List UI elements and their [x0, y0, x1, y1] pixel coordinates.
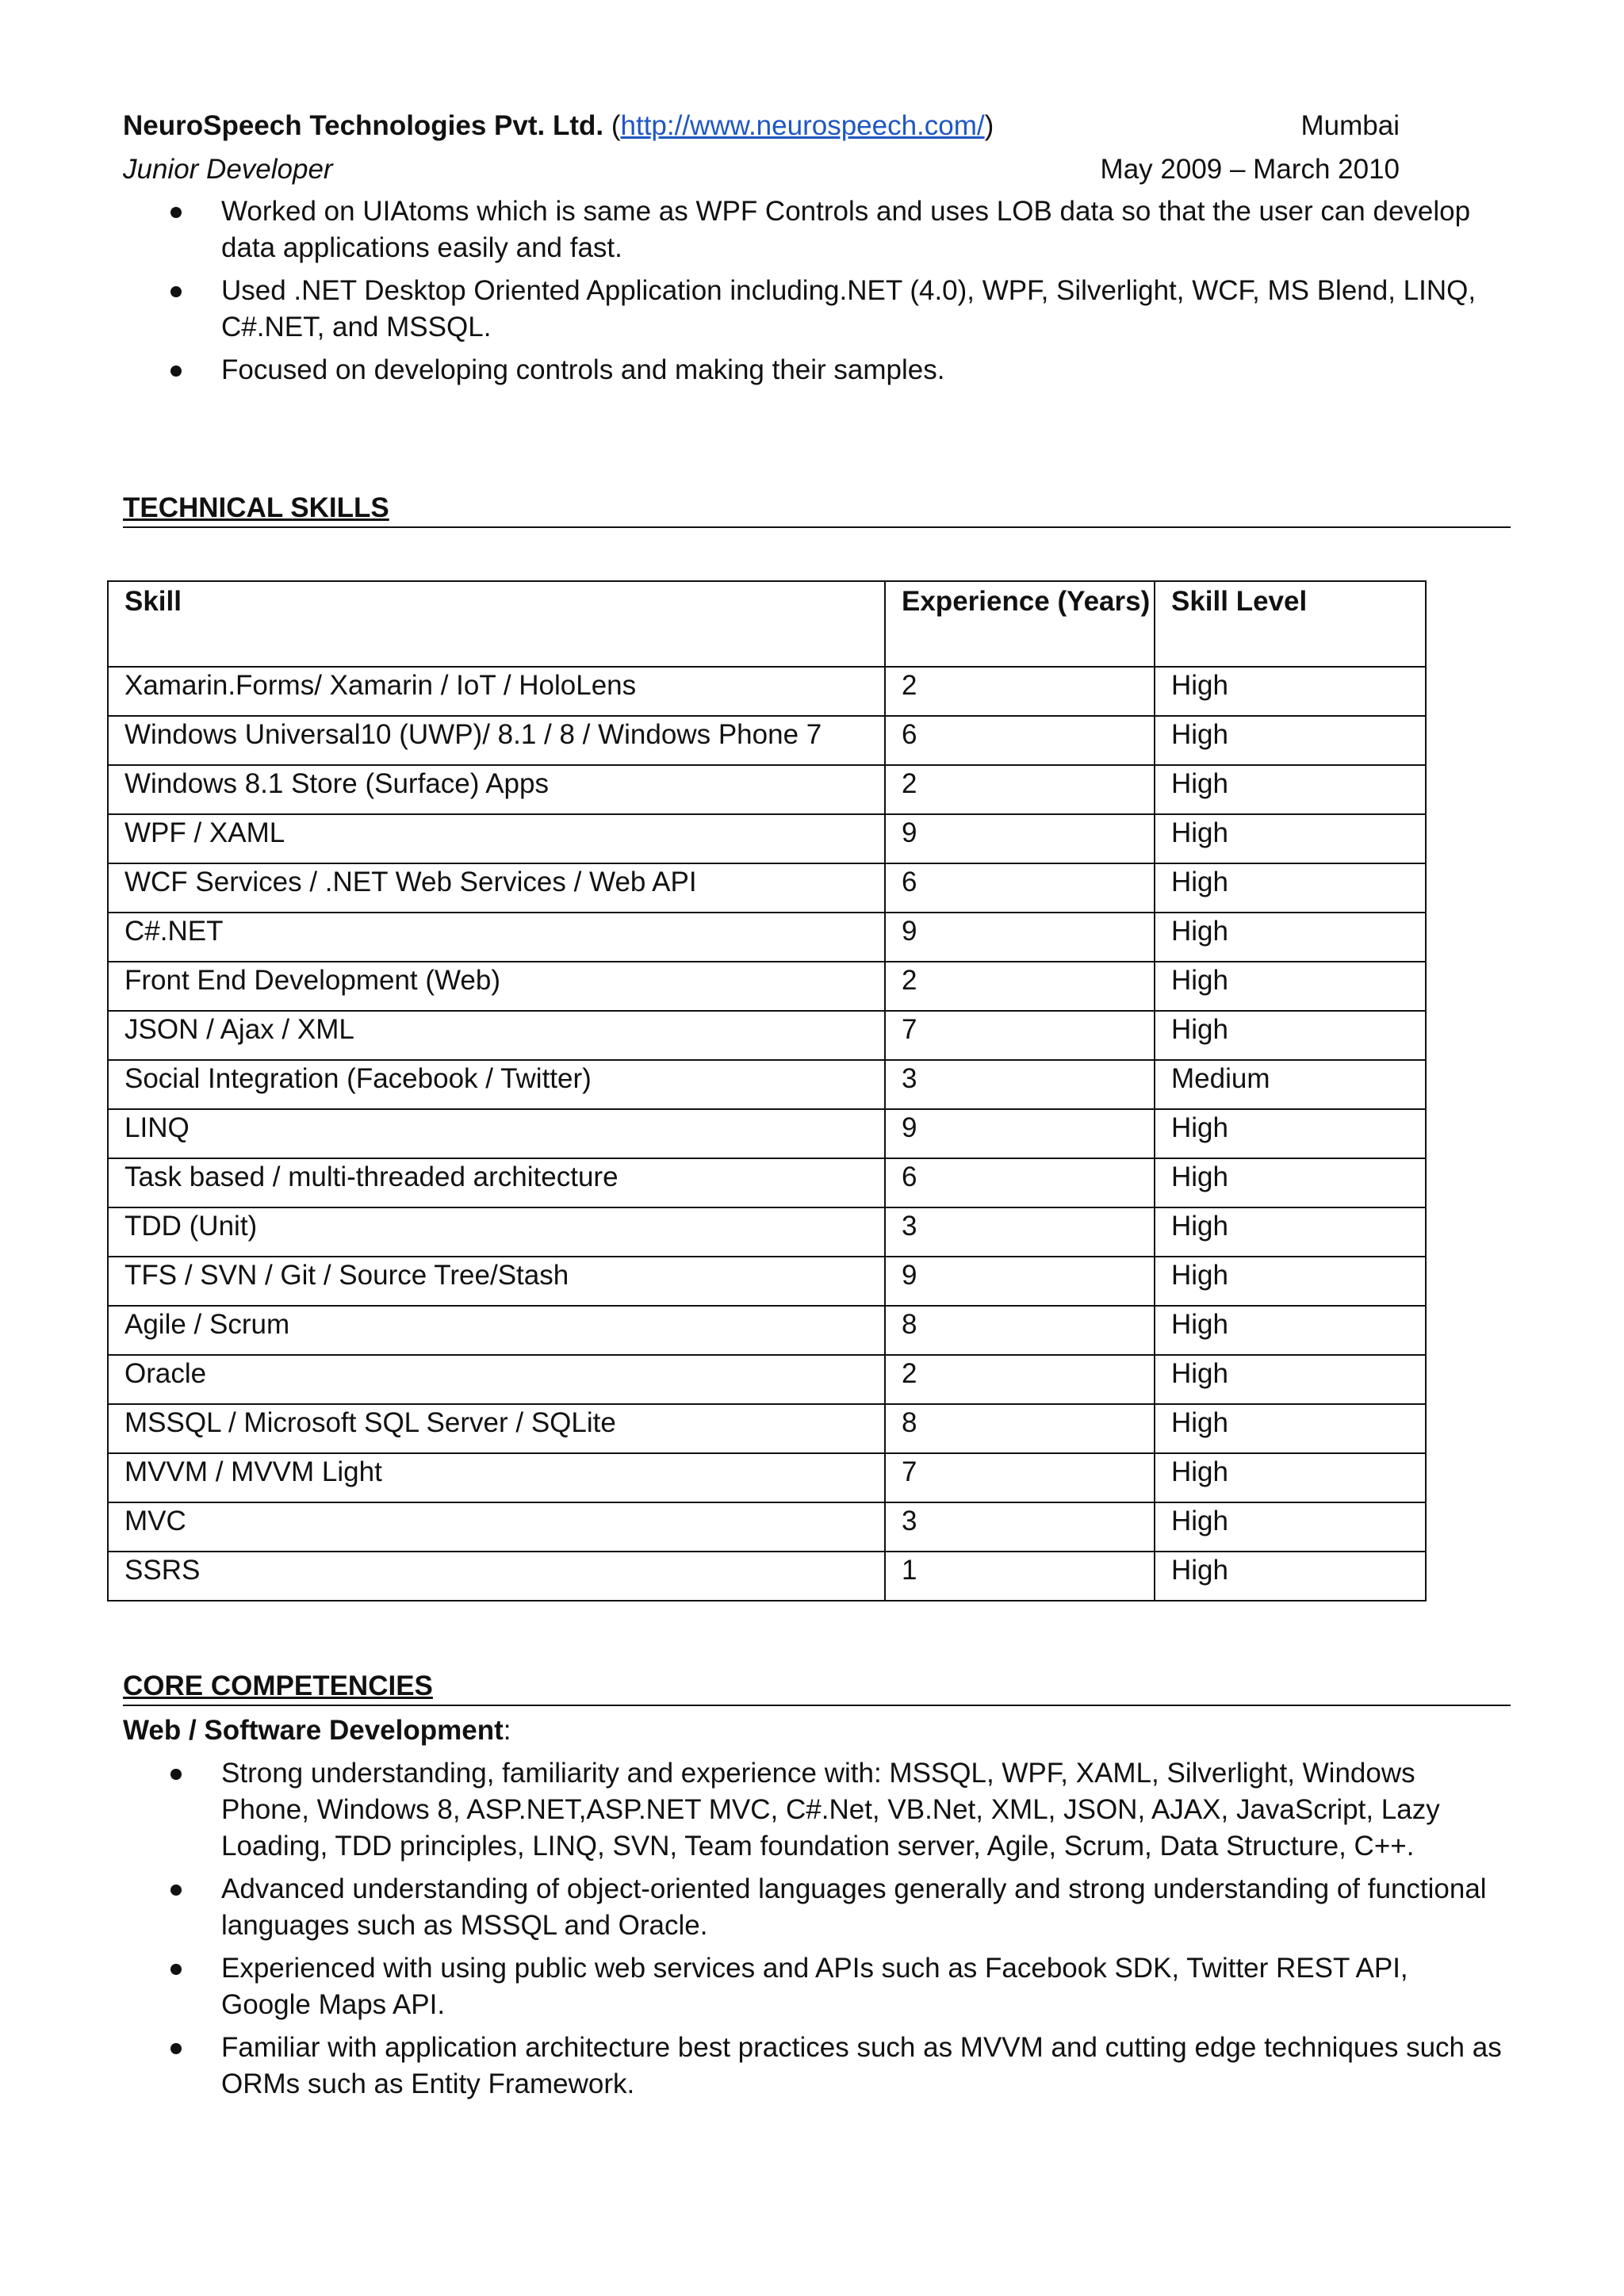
table-row [108, 1552, 1426, 1601]
table-header-row [108, 581, 1426, 667]
bullet-icon [170, 286, 182, 297]
table-row [108, 1453, 1426, 1502]
skill-cell: C#.NET [108, 913, 885, 962]
link-close-paren: ) [984, 110, 994, 141]
skill-cell: WCF Services / .NET Web Services / Web API [108, 863, 885, 913]
competency-subheading: Web / Software Development: [123, 1715, 511, 1746]
skill-cell: Xamarin.Forms/ Xamarin / IoT / HoloLens [108, 667, 885, 716]
experience-cell: 2 [885, 1355, 1155, 1404]
table-row [108, 1109, 1426, 1158]
skill-cell: MVVM / MVVM Light [108, 1453, 885, 1502]
bullet-icon [170, 1885, 182, 1896]
bullet-icon [170, 1769, 182, 1780]
skill-level-cell: High [1155, 913, 1426, 962]
table-row [108, 1306, 1426, 1355]
skill-level-cell: Medium [1155, 1060, 1426, 1109]
skill-level-cell: High [1155, 1207, 1426, 1257]
experience-cell: 3 [885, 1207, 1155, 1257]
skill-cell: Windows Universal10 (UWP)/ 8.1 / 8 / Windows Phone 7 [108, 716, 885, 765]
column-header-experience: Experience (Years) [885, 581, 1155, 667]
experience-cell: 9 [885, 913, 1155, 962]
skill-cell: Windows 8.1 Store (Surface) Apps [108, 765, 885, 814]
skill-cell: JSON / Ajax / XML [108, 1011, 885, 1060]
table-row [108, 962, 1426, 1011]
skill-cell: Oracle [108, 1355, 885, 1404]
table-row [108, 1502, 1426, 1552]
skill-cell: TFS / SVN / Git / Source Tree/Stash [108, 1257, 885, 1306]
skill-level-cell: High [1155, 1158, 1426, 1207]
skill-level-cell: High [1155, 1552, 1426, 1601]
experience-cell: 3 [885, 1502, 1155, 1552]
skill-level-cell: High [1155, 716, 1426, 765]
experience-cell: 1 [885, 1552, 1155, 1601]
column-header-skill: Skill [108, 581, 885, 667]
skill-level-cell: High [1155, 1404, 1426, 1453]
job-duties-list [123, 193, 1503, 395]
skill-cell: MVC [108, 1502, 885, 1552]
experience-cell: 8 [885, 1404, 1155, 1453]
experience-cell: 7 [885, 1011, 1155, 1060]
skill-cell: LINQ [108, 1109, 885, 1158]
list-item: Used .NET Desktop Oriented Application including.NET (4.0), WPF, Silverlight, WCF, MS Blend, LINQ, C#.NET, and MSSQL. [123, 273, 1503, 346]
list-item: Strong understanding, familiarity and experience with: MSSQL, WPF, XAML, Silverlight, Windows Phone, Windows 8, ASP.NET,ASP.NET MVC, C#.Net, VB.Net, XML, JSON, AJAX, JavaScript, Lazy Loading, TDD principles, LINQ, SVN, Team foundation server, Agile, Scrum, Data Structure, C++. [123, 1755, 1503, 1865]
link-open-paren: ( [603, 110, 621, 141]
company-website-link[interactable]: http://www.neurospeech.com/ [620, 110, 985, 141]
skill-cell: Task based / multi-threaded architecture [108, 1158, 885, 1207]
table-row [108, 814, 1426, 863]
experience-cell: 9 [885, 814, 1155, 863]
skill-cell: Agile / Scrum [108, 1306, 885, 1355]
skill-level-cell: High [1155, 1502, 1426, 1552]
skill-level-cell: High [1155, 962, 1426, 1011]
skill-cell: MSSQL / Microsoft SQL Server / SQLite [108, 1404, 885, 1453]
skill-cell: Front End Development (Web) [108, 962, 885, 1011]
table-row [108, 1404, 1426, 1453]
technical-skills-heading: TECHNICAL SKILLS [123, 490, 1511, 528]
list-item: Advanced understanding of object-oriented languages generally and strong understanding of functional languages such as MSSQL and Oracle. [123, 1871, 1503, 1944]
skill-cell: WPF / XAML [108, 814, 885, 863]
table-row [108, 1158, 1426, 1207]
table-row [108, 765, 1426, 814]
table-row [108, 863, 1426, 913]
job-header [123, 108, 1400, 144]
list-item: Experienced with using public web services and APIs such as Facebook SDK, Twitter REST API, Google Maps API. [123, 1950, 1503, 2023]
competencies-list [123, 1755, 1503, 2109]
skill-level-cell: High [1155, 863, 1426, 913]
experience-cell: 7 [885, 1453, 1155, 1502]
skill-level-cell: High [1155, 1109, 1426, 1158]
table-row [108, 1355, 1426, 1404]
experience-cell: 6 [885, 1158, 1155, 1207]
experience-cell: 2 [885, 962, 1155, 1011]
job-dates: May 2009 – March 2010 [1100, 154, 1400, 185]
experience-cell: 2 [885, 667, 1155, 716]
skill-level-cell: High [1155, 1453, 1426, 1502]
table-row [108, 1011, 1426, 1060]
list-item: Focused on developing controls and making their samples. [123, 352, 1503, 388]
table-row [108, 1257, 1426, 1306]
company-name: NeuroSpeech Technologies Pvt. Ltd. [123, 110, 604, 141]
table-row [108, 667, 1426, 716]
list-item: Familiar with application architecture best practices such as MVVM and cutting edge techniques such as ORMs such as Entity Framework. [123, 2030, 1503, 2103]
experience-cell: 6 [885, 716, 1155, 765]
table-row [108, 913, 1426, 962]
skills-table [107, 580, 1427, 1601]
job-title: Junior Developer [123, 154, 333, 185]
skill-cell: Social Integration (Facebook / Twitter) [108, 1060, 885, 1109]
job-subheader [123, 151, 1400, 188]
experience-cell: 3 [885, 1060, 1155, 1109]
experience-cell: 9 [885, 1257, 1155, 1306]
table-row [108, 1207, 1426, 1257]
bullet-icon [170, 207, 182, 218]
skill-level-cell: High [1155, 667, 1426, 716]
experience-cell: 6 [885, 863, 1155, 913]
skill-level-cell: High [1155, 765, 1426, 814]
job-location: Mumbai [1300, 110, 1400, 141]
bullet-icon [170, 2043, 182, 2054]
experience-cell: 9 [885, 1109, 1155, 1158]
core-competencies-heading: CORE COMPETENCIES [123, 1668, 1511, 1706]
skill-cell: TDD (Unit) [108, 1207, 885, 1257]
list-item: Worked on UIAtoms which is same as WPF Controls and uses LOB data so that the user can develop data applications easily and fast. [123, 193, 1503, 266]
column-header-level: Skill Level [1155, 581, 1426, 667]
bullet-icon [170, 365, 182, 377]
table-row [108, 1060, 1426, 1109]
skill-level-cell: High [1155, 814, 1426, 863]
experience-cell: 2 [885, 765, 1155, 814]
bullet-icon [170, 1964, 182, 1975]
skill-cell: SSRS [108, 1552, 885, 1601]
skill-level-cell: High [1155, 1011, 1426, 1060]
skill-level-cell: High [1155, 1257, 1426, 1306]
skill-level-cell: High [1155, 1306, 1426, 1355]
skill-level-cell: High [1155, 1355, 1426, 1404]
experience-cell: 8 [885, 1306, 1155, 1355]
table-row [108, 716, 1426, 765]
